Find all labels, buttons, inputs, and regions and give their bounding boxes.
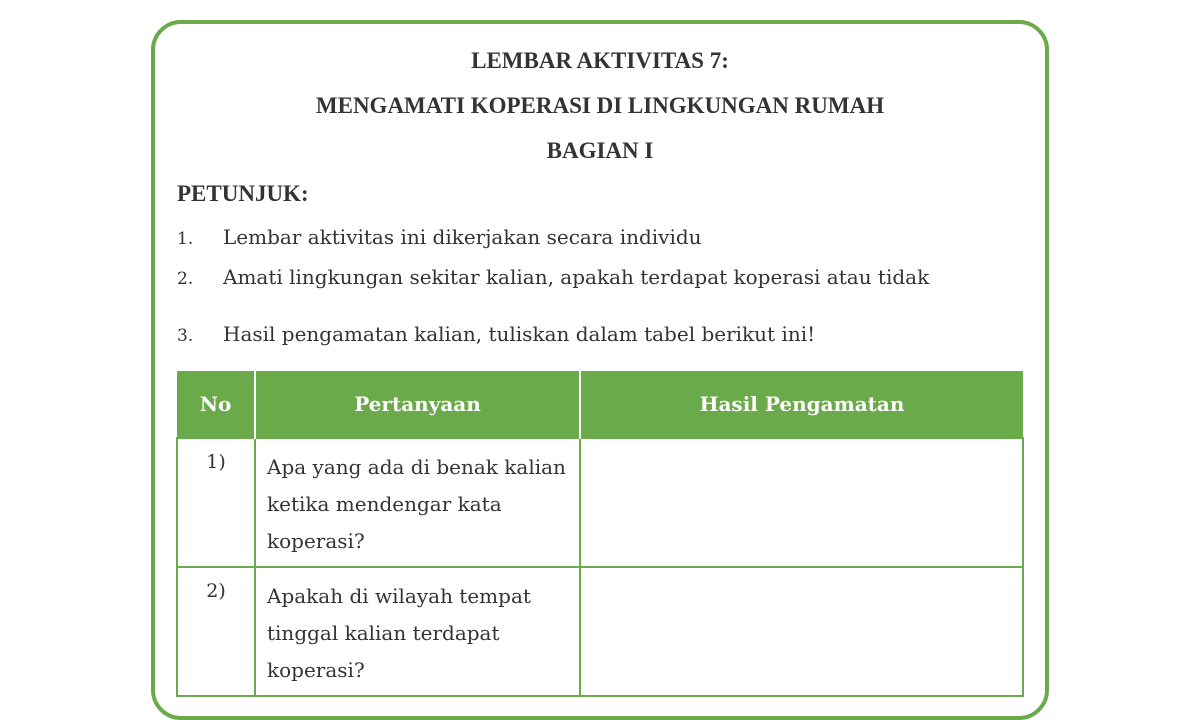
instruction-number: 3.: [177, 326, 194, 346]
activity-title: LEMBAR AKTIVITAS 7:: [471, 48, 729, 73]
row-answer-cell[interactable]: [580, 438, 1023, 567]
instruction-text: Amati lingkungan sekitar kalian, apakah terdapat koperasi atau tidak: [223, 265, 930, 289]
table-row: [177, 567, 1023, 696]
instruction-item: [177, 262, 929, 292]
table-row: [177, 438, 1023, 567]
instruction-item: [177, 222, 702, 252]
row-answer-cell[interactable]: [580, 567, 1023, 696]
instruction-number: 1.: [177, 229, 194, 249]
column-header-question: Pertanyaan: [255, 371, 580, 438]
row-number: 2): [177, 567, 255, 696]
instruction-text: Lembar aktivitas ini dikerjakan secara individu: [223, 225, 702, 249]
activity-subtitle: MENGAMATI KOPERASI DI LINGKUNGAN RUMAH: [315, 93, 885, 118]
activity-part: BAGIAN I: [546, 138, 654, 163]
instruction-number: 2.: [177, 269, 194, 289]
column-header-result: Hasil Pengamatan: [580, 371, 1023, 438]
column-header-no: No: [177, 371, 255, 438]
row-question: Apakah di wilayah tempat tinggal kalian terdapat koperasi?: [255, 567, 580, 696]
activity-title-block: [0, 44, 1200, 179]
instruction-item: [177, 319, 815, 349]
row-number: 1): [177, 438, 255, 567]
observation-table: [176, 371, 1024, 697]
instruction-text: Hasil pengamatan kalian, tuliskan dalam tabel berikut ini!: [223, 322, 816, 346]
row-question: Apa yang ada di benak kalian ketika mendengar kata koperasi?: [255, 438, 580, 567]
instructions-heading: PETUNJUK:: [177, 181, 309, 206]
table-header-row: [177, 371, 1023, 438]
